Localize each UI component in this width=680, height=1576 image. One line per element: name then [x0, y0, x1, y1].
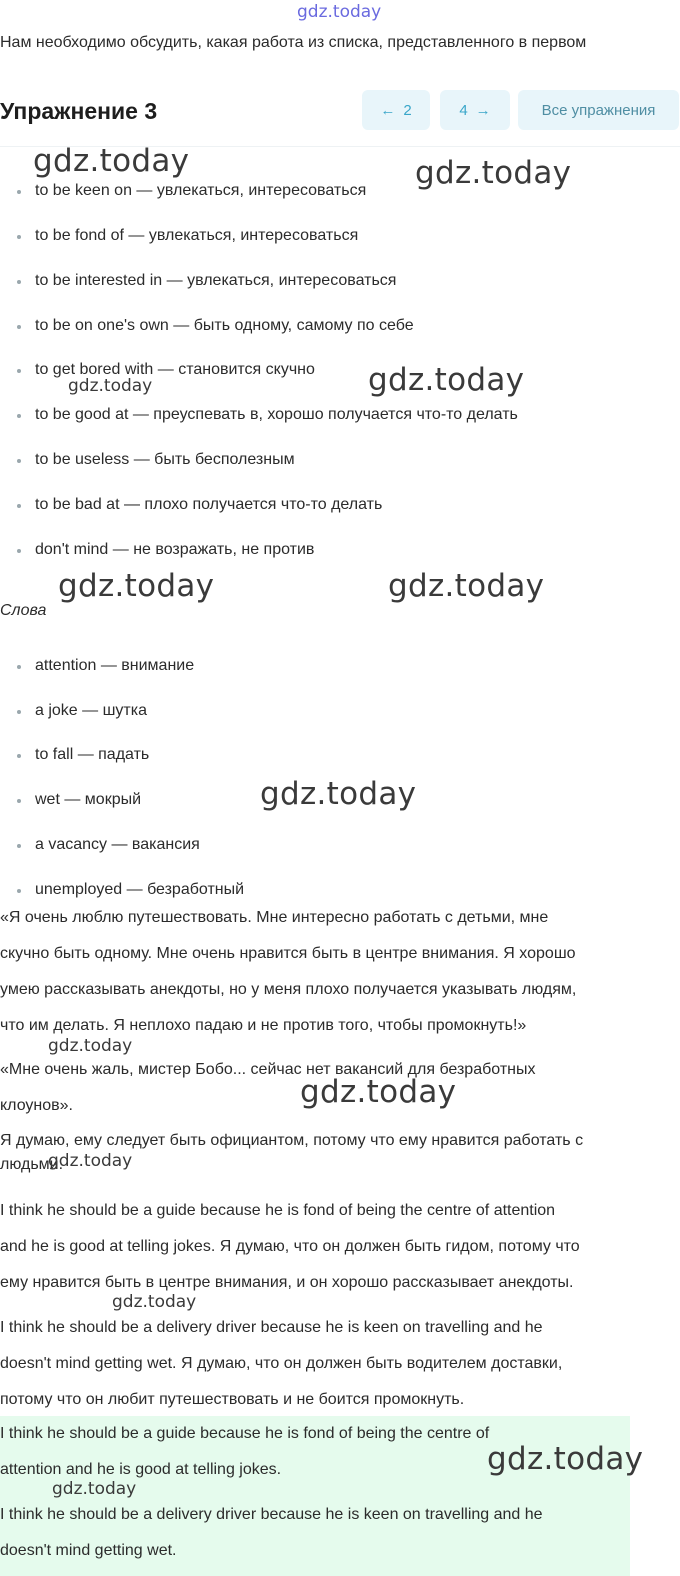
- watermark: gdz.today: [52, 1479, 137, 1499]
- bullet-icon: [17, 414, 21, 418]
- bullet-icon: [17, 549, 21, 553]
- next-exercise-button[interactable]: [440, 90, 510, 130]
- bullet-icon: [17, 889, 21, 893]
- intro-text: Нам необходимо обсудить, какая работа из списка, представленного в первом: [0, 34, 587, 51]
- all-exercises-button[interactable]: Все упражнения: [518, 90, 679, 130]
- bullet-icon: [17, 369, 21, 373]
- watermark: gdz.today: [48, 1036, 133, 1056]
- watermark: gdz.today: [112, 1292, 197, 1312]
- words-heading: Слова: [0, 602, 47, 619]
- arrow-right-icon: →: [475, 101, 491, 119]
- text-paragraph: «Я очень люблю путешествовать. Мне интересно работать с детьми, мне скучно быть одному. Мне очень нравится быть в центре внимания. Я хорошо умею рассказывать анекдоты, но у меня плохо получается указывать людям, что им делать. Я неплохо падаю и не против того, чтобы промокнуть!»: [0, 909, 577, 1034]
- bullet-icon: [17, 459, 21, 463]
- bullet-icon: [17, 710, 21, 714]
- watermark: gdz.today: [388, 568, 545, 604]
- watermark: gdz.today: [48, 1151, 133, 1171]
- watermark: gdz.today: [300, 1074, 457, 1110]
- bullet-icon: [17, 190, 21, 194]
- bullet-icon: [17, 799, 21, 803]
- answer-paragraph: I think he should be a delivery driver because he is keen on travelling and he doesn't mind getting wet.: [0, 1506, 543, 1559]
- watermark: gdz.today: [368, 362, 525, 398]
- prev-exercise-button[interactable]: [362, 90, 430, 130]
- page-title: Упражнение 3: [0, 98, 158, 124]
- bullet-icon: [17, 280, 21, 284]
- watermark: gdz.today: [68, 376, 153, 396]
- exercise-header: [0, 88, 680, 147]
- text-paragraph: Я думаю, ему следует быть официантом, потому что ему нравится работать с людьми.: [0, 1132, 584, 1173]
- prev-exercise-label: 2: [403, 101, 412, 119]
- bullet-icon: [17, 235, 21, 239]
- text-paragraph: I think he should be a delivery driver because he is keen on travelling and he doesn't mind getting wet. Я думаю, что он должен быть водителем доставки, потому что он любит путешествовать и не боится промокнуть.: [0, 1319, 563, 1408]
- watermark: gdz.today: [260, 776, 417, 812]
- watermark: gdz.today: [33, 143, 190, 179]
- answer-paragraph: I think he should be a guide because he is fond of being the centre of attention and he is good at telling jokes.: [0, 1425, 490, 1478]
- bullet-icon: [17, 504, 21, 508]
- watermark-top: gdz.today: [297, 2, 382, 22]
- arrow-left-icon: ←: [380, 101, 396, 119]
- text-paragraph: «Мне очень жаль, мистер Бобо... сейчас нет вакансий для безработных клоунов».: [0, 1061, 536, 1114]
- bullet-icon: [17, 754, 21, 758]
- watermark: gdz.today: [487, 1441, 644, 1477]
- watermark: gdz.today: [58, 568, 215, 604]
- watermark: gdz.today: [415, 155, 572, 191]
- text-paragraph: I think he should be a guide because he is fond of being the centre of attention and he is good at telling jokes. Я думаю, что он должен быть гидом, потому что ему нравится быть в центре внимания, и он хорошо рассказывает анекдоты.: [0, 1202, 580, 1291]
- next-exercise-label: 4: [459, 101, 468, 119]
- bullet-icon: [17, 665, 21, 669]
- bullet-icon: [17, 325, 21, 329]
- bullet-icon: [17, 844, 21, 848]
